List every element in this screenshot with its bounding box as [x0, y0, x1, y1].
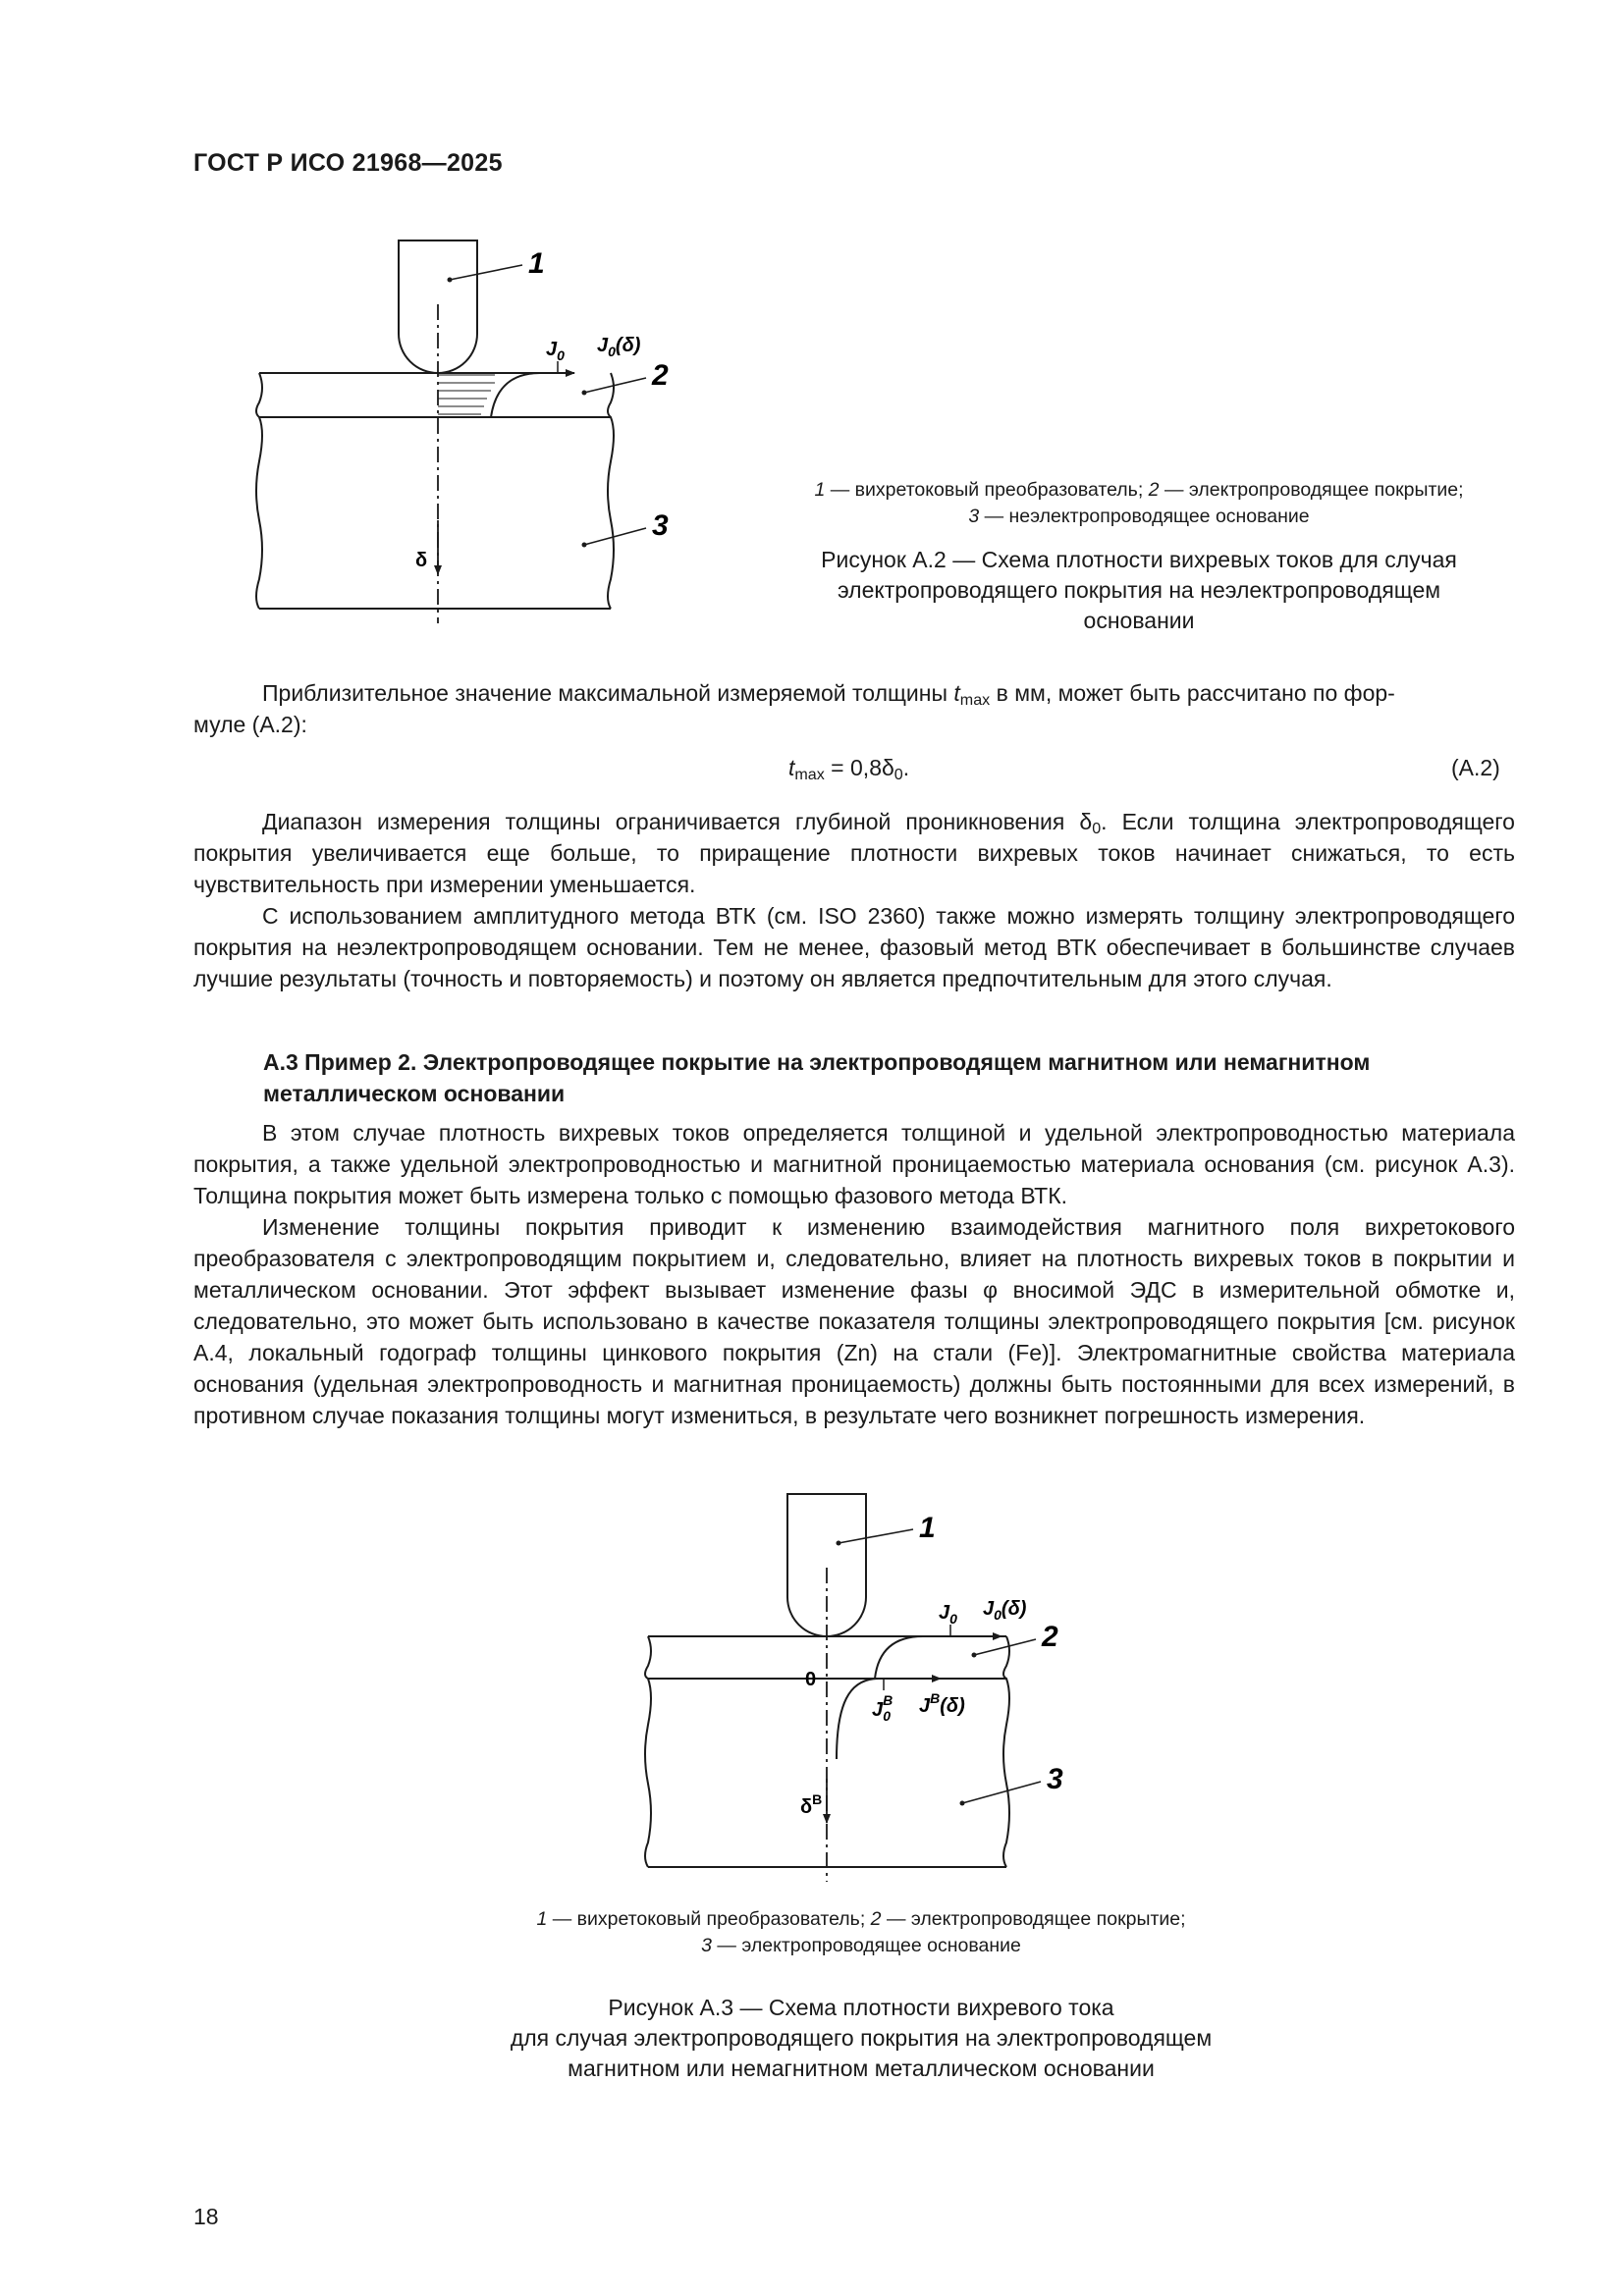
label-jb0: $J^B$ 0: [872, 1692, 893, 1724]
legend-text: — вихретоковый преобразователь;: [825, 479, 1149, 501]
legend-text: — вихретоковый преобразователь;: [547, 1908, 871, 1930]
figure-a2-diagram: [245, 236, 697, 628]
figure-a3-caption: [390, 1993, 1332, 2084]
paragraph-a3-body: [193, 1117, 1515, 1431]
caption-line: Рисунок А.3 — Схема плотности вихревого тока: [608, 1995, 1114, 2020]
coating-hatch: [438, 375, 495, 414]
caption-line: Рисунок А.2 — Схема плотности вихревых токов для случая: [821, 547, 1457, 572]
label-j0: $J_0$: [546, 339, 565, 363]
label-j0: $J_0$: [939, 1602, 957, 1627]
legend-text: — электропроводящее основание: [712, 1935, 1021, 1956]
legend-num: 2: [870, 1908, 882, 1930]
eddy-current-probe: [787, 1494, 866, 1636]
legend-text: — неэлектропроводящее основание: [979, 506, 1310, 527]
legend-text: — электропроводящее покрытие;: [1159, 479, 1464, 501]
page-number: 18: [193, 2204, 219, 2229]
label-delta-b: $\delta^B$: [800, 1791, 823, 1818]
legend-num: 3: [701, 1935, 713, 1956]
figure-a3-diagram: [628, 1484, 1100, 1887]
label-delta: δ: [415, 550, 428, 571]
formula-a2: $t_{max} = 0,8\delta_0$.: [788, 755, 910, 783]
document-header: ГОСТ Р ИСО 21968—2025: [193, 149, 503, 177]
caption-line: магнитном или немагнитном металлическом основании: [568, 2056, 1155, 2081]
figure-a3-legend: [390, 1906, 1332, 1959]
legend-num: 1: [814, 479, 826, 501]
paragraph-eddy-density: В этом случае плотность вихревых токов определяется толщиной и удельной электропроводностью материала покрытия, а также удельной электропроводностью и магнитной проницаемостью материала основания (см. рисунок А.3). Толщина покрытия может быть измерена только с помощью фазового метода ВТК.: [193, 1120, 1515, 1208]
legend-text: — электропроводящее покрытие;: [881, 1908, 1186, 1930]
caption-line: для случая электропроводящего покрытия на электропроводящем: [510, 2025, 1213, 2051]
figure-a2-legend: [727, 477, 1551, 530]
paragraph-tmax: Приблизительное значение максимальной измеряемой толщины $t_{max}$ в мм, может быть рассчитано по фор- муле (А.2):: [193, 680, 1395, 737]
coating-current-curve: [875, 1636, 1001, 1679]
label-2: 2: [652, 359, 669, 392]
current-density-curve: [491, 373, 574, 417]
label-jb-delta: $J^B(\delta)$: [919, 1690, 965, 1717]
legend-num: 1: [536, 1908, 548, 1930]
paragraph-amplitude: С использованием амплитудного метода ВТК (см. ISO 2360) также можно измерять толщину электропроводящего покрытия на неэлектропроводящем основании. Тем не менее, фазовый метод ВТК обеспечивает в большинстве случаев лучшие результаты (точность и повторяемость) и поэтому он является предпочтительным для этого случая.: [193, 903, 1515, 991]
block-outline: [256, 373, 614, 609]
figure-a2-caption: [727, 545, 1551, 636]
section-heading-a3: А.3 Пример 2. Электропроводящее покрытие на электропроводящем магнитном или немагнитном металлическом основании: [263, 1049, 1371, 1106]
label-2: 2: [1042, 1621, 1058, 1653]
caption-line: электропроводящего покрытия на неэлектропроводящем: [837, 577, 1441, 603]
label-3: 3: [652, 509, 669, 542]
caption-line: основании: [1083, 608, 1195, 633]
label-3: 3: [1047, 1763, 1063, 1795]
label-j0-delta: $J_0(\delta)$: [983, 1598, 1027, 1623]
legend-num: 3: [968, 506, 980, 527]
label-1: 1: [528, 247, 545, 280]
label-1: 1: [919, 1512, 936, 1544]
label-j0-delta: $J_0(\delta)$: [597, 335, 641, 359]
paragraph-range: Диапазон измерения толщины ограничивается глубиной проникновения $\delta_0$. Если толщина электропроводящего покрытия увеличивается еще больше, то приращение плотности вихревых токов начинает снижаться, то есть чувствительность при измерении уменьшается. С использованием амплитудного метода ВТК (см. ISO 2360) также можно измерять толщину электропроводящего покрытия на неэлектропроводящем основании. Тем не менее, фазовый метод ВТК обеспечивает в большинстве случаев лучшие результаты (точность и повторяемость) и поэтому он является предпочтительным для этого случая.: [193, 806, 1515, 994]
paragraph-thickness-change: Изменение толщины покрытия приводит к изменению взаимодействия магнитного поля вихретокового преобразователя с электропроводящим покрытием и, следовательно, влияет на плотность вихревых токов в покрытии и металлическом основании. Этот эффект вызывает изменение фазы φ вносимой ЭДС в измерительной обмотке и, следовательно, это может быть использовано в качестве показателя толщины электропроводящего покрытия [см. рисунок А.4, локальный годограф толщины цинкового покрытия (Zn) на стали (Fe)]. Электромагнитные свойства материала основания (удельная электропроводность и магнитная проницаемость) должны быть постоянными для всех измерений, в противном случае показания толщины могут измениться, в результате чего возникнет погрешность измерения.: [193, 1214, 1515, 1428]
label-zero: 0: [805, 1669, 817, 1690]
legend-num: 2: [1148, 479, 1160, 501]
formula-number: (А.2): [1451, 755, 1500, 780]
